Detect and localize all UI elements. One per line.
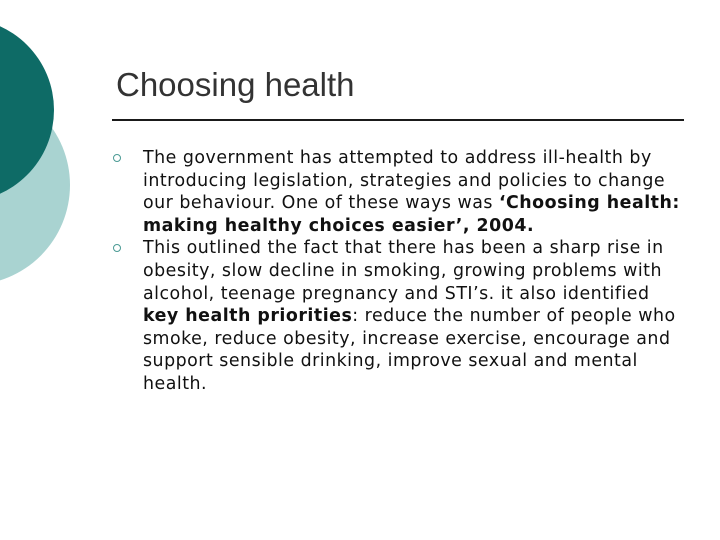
circle-bullet-icon (113, 244, 121, 252)
bullet-text (143, 147, 683, 237)
bullet-bold-text: ‘Choosing health: making healthy choices easier’, 2004. (143, 193, 680, 236)
bullet-item (113, 237, 683, 395)
bullet-item (113, 147, 683, 237)
bullet-bold-text: key health priorities (143, 306, 353, 327)
bullet-text-part: The government has attempted to address ill-health by introducing legislation, strategies and policies to change our behaviour. One of these ways was (143, 148, 666, 214)
title-divider (112, 119, 684, 121)
slide-title: Choosing health (116, 66, 355, 103)
circle-bullet-icon (113, 154, 121, 162)
bullet-list (113, 147, 683, 396)
bullet-text (143, 237, 683, 395)
bullet-text-part: : reduce the number of people who smoke, reduce obesity, increase exercise, encourage and support sensible drinking, improve sexual and mental health. (143, 306, 676, 394)
decorative-circles (0, 0, 120, 300)
bullet-text-part: This outlined the fact that there has been a sharp rise in obesity, slow decline in smoking, growing problems with alcohol, teenage pregnancy and STI’s. it also identified (143, 238, 664, 304)
